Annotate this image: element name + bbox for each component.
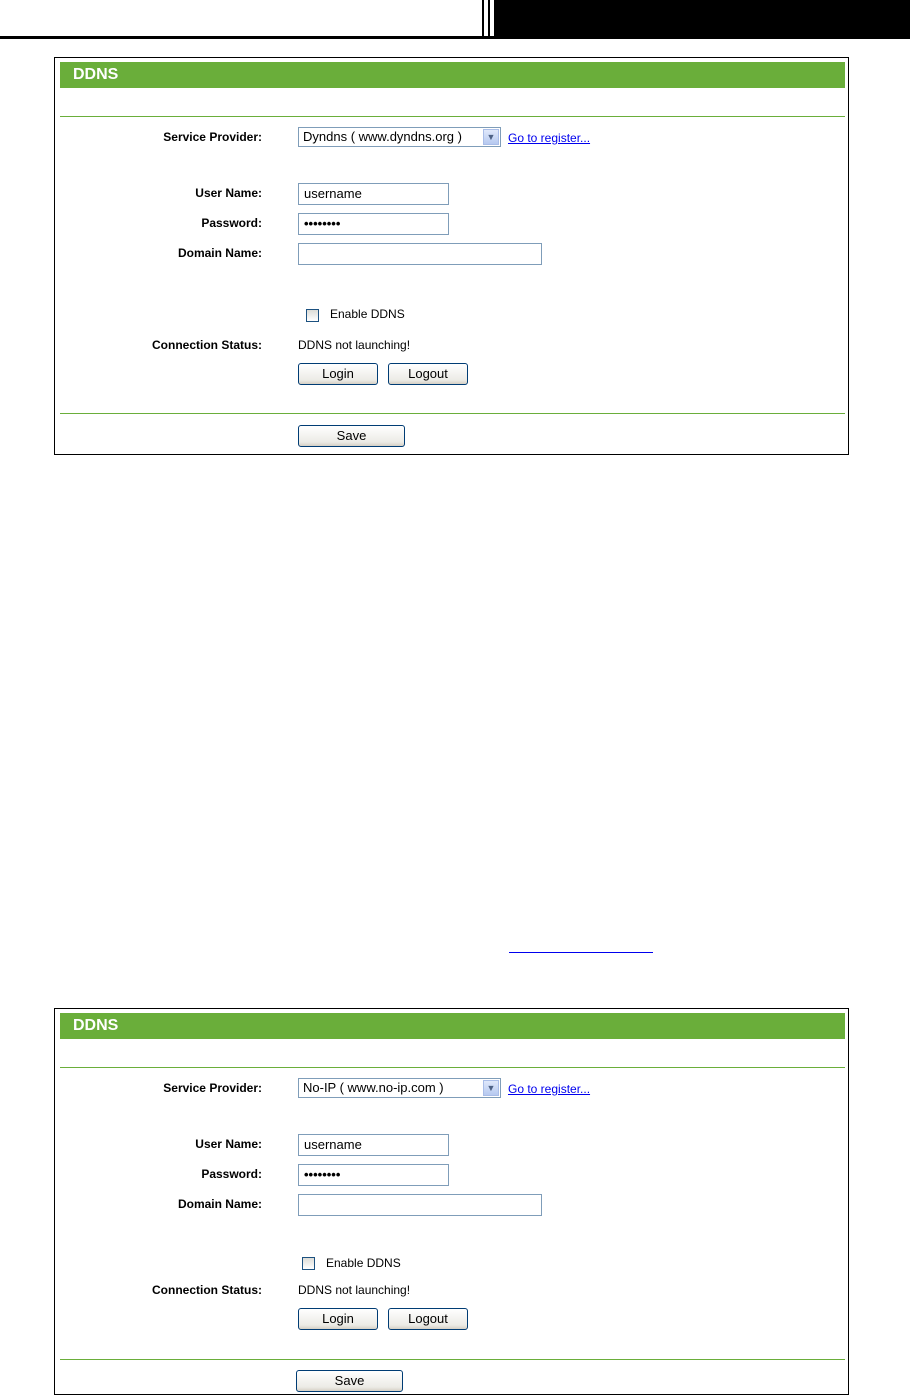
service-provider-label: Service Provider: xyxy=(163,130,262,144)
document-header-sep-2 xyxy=(488,0,490,37)
password-input[interactable]: •••••••• xyxy=(298,213,449,235)
ddns-panel-noip xyxy=(54,1008,849,1395)
password-label: Password: xyxy=(201,216,262,230)
login-button[interactable]: Login xyxy=(298,1308,378,1330)
username-input[interactable]: username xyxy=(298,183,449,205)
connection-status-value: DDNS not launching! xyxy=(298,338,411,352)
logout-button[interactable]: Logout xyxy=(388,1308,468,1330)
document-header-sep-1 xyxy=(482,0,484,37)
ddns-panel-dyndns xyxy=(54,57,849,455)
panel-title: DDNS xyxy=(60,1013,845,1039)
chevron-down-icon[interactable]: ▼ xyxy=(483,1080,499,1096)
save-button[interactable]: Save xyxy=(296,1370,403,1392)
enable-ddns-checkbox[interactable] xyxy=(306,309,319,322)
save-button[interactable]: Save xyxy=(298,425,405,447)
domain-name-label: Domain Name: xyxy=(177,1197,262,1211)
service-provider-value: No-IP ( www.no-ip.com ) xyxy=(303,1080,444,1095)
document-header-black-bar xyxy=(494,0,910,37)
login-button[interactable]: Login xyxy=(298,363,378,385)
connection-status-label: Connection Status: xyxy=(152,1283,262,1297)
go-to-register-link[interactable]: Go to register... xyxy=(508,1082,591,1096)
enable-ddns-label: Enable DDNS xyxy=(326,1256,401,1270)
service-provider-select[interactable] xyxy=(298,1078,501,1098)
panel-title: DDNS xyxy=(60,62,845,88)
username-label: User Name: xyxy=(195,186,262,200)
connection-status-value: DDNS not launching! xyxy=(298,1283,411,1297)
service-provider-select[interactable] xyxy=(298,127,501,147)
enable-ddns-checkbox[interactable] xyxy=(302,1257,315,1270)
divider xyxy=(60,1067,845,1068)
divider xyxy=(60,1359,845,1360)
service-provider-label: Service Provider: xyxy=(163,1081,262,1095)
domain-name-input[interactable] xyxy=(298,243,542,265)
divider xyxy=(60,116,845,117)
enable-ddns-label: Enable DDNS xyxy=(330,307,405,321)
divider xyxy=(60,413,845,414)
username-label: User Name: xyxy=(195,1137,262,1151)
domain-name-label: Domain Name: xyxy=(177,246,262,260)
domain-name-input[interactable] xyxy=(298,1194,542,1216)
password-input[interactable]: •••••••• xyxy=(298,1164,449,1186)
logout-button[interactable]: Logout xyxy=(388,363,468,385)
text-link-underline xyxy=(509,952,653,953)
chevron-down-icon[interactable]: ▼ xyxy=(483,129,499,145)
connection-status-label: Connection Status: xyxy=(152,338,262,352)
go-to-register-link[interactable]: Go to register... xyxy=(508,131,591,145)
service-provider-value: Dyndns ( www.dyndns.org ) xyxy=(303,129,462,144)
username-input[interactable]: username xyxy=(298,1134,449,1156)
password-label: Password: xyxy=(201,1167,262,1181)
